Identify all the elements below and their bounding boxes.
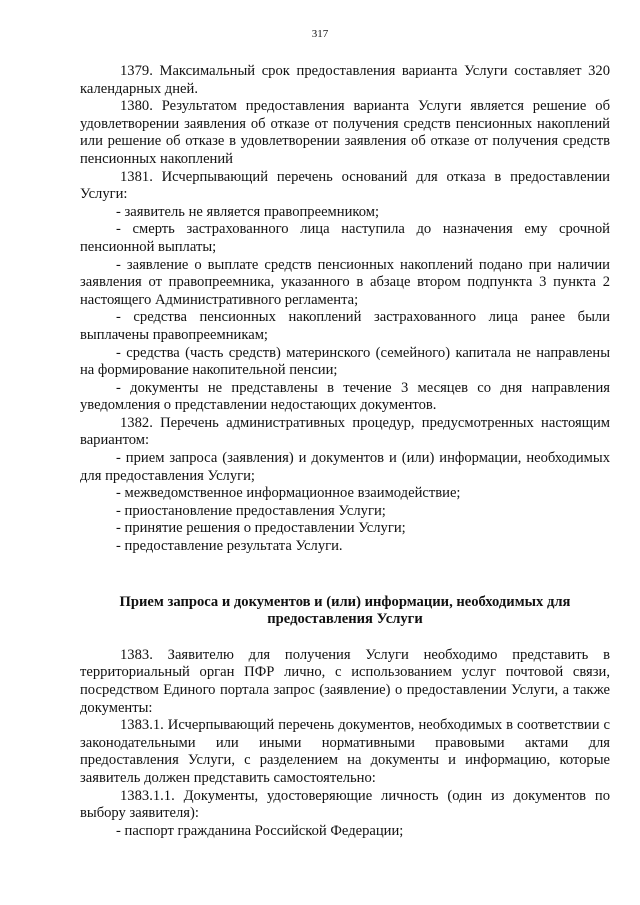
page-number: 317 [311, 28, 329, 40]
paragraph: 1380. Результатом предоставления варианта Услуги является решение об удовлетворении заявления об отказе от получения средств пенсионных накоплений или решение об отказе в удовлетворении заявления об отказе от получения средств пенсионных накоплений [80, 98, 610, 167]
list-item: - прием запроса (заявления) и документов и (или) информации, необходимых для предоставления Услуги; [80, 450, 610, 484]
list-item: - документы не представлены в течение 3 месяцев со дня направления уведомления о представлении недостающих документов. [80, 379, 610, 414]
list-item: - заявитель не является правопреемником; [116, 203, 380, 220]
list-item: - принятие решения о предоставлении Услуги; [116, 520, 406, 537]
paragraph: 1382. Перечень административных процедур, предусмотренных настоящим вариантом: [80, 414, 610, 449]
list-item: - средства (часть средств) материнского (семейного) капитала не направлены на формирование накопительной пенсии; [80, 344, 610, 379]
list-item: - смерть застрахованного лица наступила до назначения ему срочной пенсионной выплаты; [80, 221, 610, 255]
list-item: - предоставление результата Услуги. [116, 538, 343, 555]
document-body [80, 63, 610, 840]
paragraph: 1383. Заявителю для получения Услуги необходимо представить в территориальный орган ПФР лично, с использованием услуг почтовой связи, посредством Единого портала запрос (заявление) о предоставлении Услуги, а также документы: [80, 646, 610, 716]
list-item: - межведомственное информационное взаимодействие; [116, 485, 461, 502]
list-item: - приостановление предоставления Услуги; [116, 502, 386, 519]
section-heading: Прием запроса и документов и (или) информации, необходимых для предоставления Услуги [119, 593, 571, 628]
list-item: - паспорт гражданина Российской Федерации; [116, 822, 404, 839]
paragraph: 1383.1.1. Документы, удостоверяющие личность (один из документов по выбору заявителя): [80, 787, 610, 822]
paragraph: 1379. Максимальный срок предоставления варианта Услуги составляет 320 календарных дней. [80, 63, 610, 97]
paragraphs-before-heading [80, 63, 610, 556]
list-item: - средства пенсионных накоплений застрахованного лица ранее были выплачены правопреемникам; [80, 309, 610, 343]
paragraph: 1383.1. Исчерпывающий перечень документов, необходимых в соответствии с законодательными или иными нормативными правовыми актами для предоставления Услуги, с разделением на документы и информацию, которые заявитель должен представить самостоятельно: [80, 717, 610, 786]
list-item: - заявление о выплате средств пенсионных накоплений подано при наличии заявления от правопреемника, указанного в абзаце втором подпункта 3 пункта 2 настоящего Административного регламента; [80, 256, 610, 308]
paragraph: 1381. Исчерпывающий перечень оснований для отказа в предоставлении Услуги: [80, 168, 610, 203]
paragraphs-after-heading [80, 647, 610, 841]
